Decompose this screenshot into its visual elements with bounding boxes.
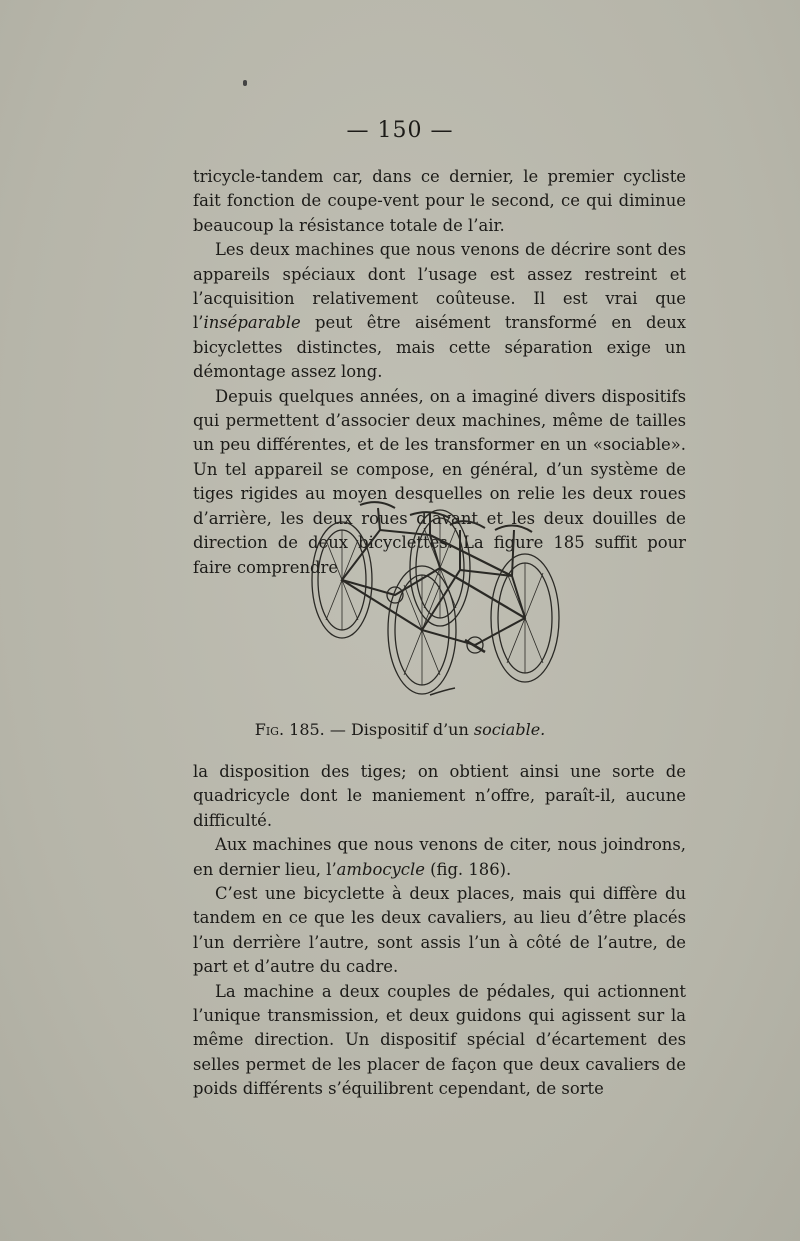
text-run: peut être aisément transformé en deux bicyclettes distinctes, mais cette séparation exige un démontage assez long. <box>193 313 686 382</box>
figure-label: Fig. 185. <box>254 720 325 739</box>
paragraph <box>193 882 686 980</box>
text-run: tricycle-tandem car, dans ce dernier, le premier cycliste fait fonction de coupe-vent pour le second, ce qui diminue beaucoup la résistance totale de l’air. <box>193 167 686 235</box>
sociable-bicycle-illustration <box>300 490 570 705</box>
caption-text: — Dispositif d’un <box>324 720 474 739</box>
paragraph <box>193 833 686 882</box>
text-block-bottom <box>193 760 686 1102</box>
paragraph <box>193 238 686 384</box>
page-number: — 150 — <box>346 118 454 143</box>
text-run: Aux machines que nous venons de citer, nous joindrons, en dernier lieu, l’ <box>193 835 686 879</box>
figure-caption <box>0 720 800 739</box>
ink-speck <box>243 80 247 86</box>
paragraph <box>193 165 686 238</box>
paragraph <box>193 760 686 833</box>
text-run: La machine a deux couples de pédales, qui actionnent l’unique transmission, et deux guidons qui agissent sur la même direction. Un dispositif spécial d’écartement des selles permet de les placer de façon que deux cavaliers de poids différents s’équilibrent cependant, de sorte <box>193 981 686 1099</box>
italic-text: ambocycle <box>336 859 425 879</box>
text-run: Les deux machines que nous venons de décrire sont des appareils spéciaux dont l’usage est assez restreint et l’acquisition relativement coûteuse. Il est vrai que l’ <box>193 240 686 333</box>
text-run: (fig. 186). <box>424 859 512 879</box>
text-run: C’est une bicyclette à deux places, mais qui diffère du tandem en ce que les deux cavaliers, au lieu d’être placés l’un derrière l’autre, sont assis l’un à côté de l’autre, de part et d’autre du cadre. <box>193 884 686 977</box>
italic-text: inséparable <box>203 313 301 333</box>
text-run: Depuis quelques années, on a imaginé divers dispositifs qui permettent d’associer deux machines, même de tailles un peu différentes, et de les transformer en un «sociable». Un tel appareil se compose, en général, d’un système de tiges rigides au moyen desquelles on relie les deux roues d’arrière, les deux roues d’avant et les deux douilles de direction de deux bicyclettes. La figure 185 suffit pour faire comprendre <box>193 386 686 577</box>
text-run: la disposition des tiges; on obtient ainsi une sorte de quadricycle dont le maniement n’offre, paraît-il, aucune difficulté. <box>193 762 686 830</box>
paragraph <box>193 980 686 1102</box>
caption-italic: sociable. <box>473 720 546 739</box>
